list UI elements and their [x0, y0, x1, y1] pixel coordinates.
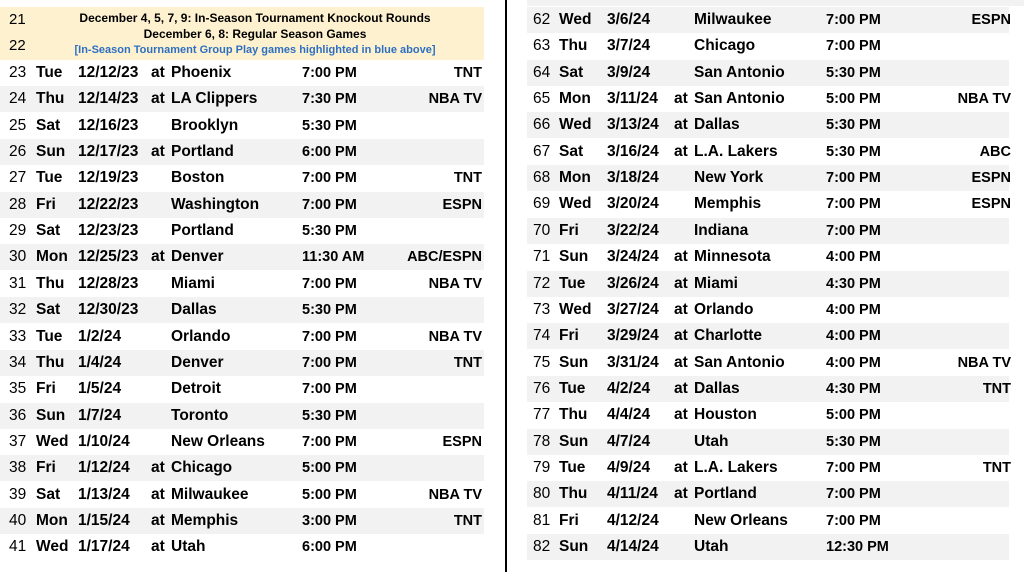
game-row — [0, 376, 484, 402]
game-tv: ESPN — [971, 196, 1011, 213]
game-time: 7:00 PM — [826, 38, 881, 55]
game-row — [0, 271, 484, 297]
game-row — [527, 244, 1009, 270]
game-at: at — [674, 327, 688, 345]
game-day: Tue — [559, 458, 586, 476]
game-time: 5:30 PM — [302, 117, 357, 134]
game-time: 7:00 PM — [826, 196, 881, 213]
game-row — [0, 429, 484, 455]
game-date: 12/17/23 — [78, 143, 139, 161]
game-num: 70 — [533, 221, 551, 239]
game-date: 12/16/23 — [78, 116, 139, 134]
game-opp: New Orleans — [171, 432, 265, 450]
note-row-number-21: 21 — [9, 11, 26, 28]
note-regular-season: December 6, 8: Regular Season Games — [143, 27, 367, 41]
game-row — [527, 165, 1009, 191]
game-time: 4:00 PM — [826, 301, 881, 318]
game-row — [527, 481, 1009, 507]
game-date: 3/24/24 — [607, 248, 659, 266]
game-time: 4:00 PM — [826, 328, 881, 345]
game-day: Thu — [36, 353, 65, 371]
game-num: 29 — [9, 222, 27, 240]
game-opp: Phoenix — [171, 64, 232, 81]
game-at: at — [674, 406, 688, 424]
game-tv: ESPN — [442, 196, 482, 213]
game-time: 5:30 PM — [302, 223, 357, 240]
game-opp: Dallas — [694, 116, 740, 134]
game-tv: ESPN — [971, 170, 1011, 187]
game-day: Thu — [559, 37, 588, 55]
game-date: 3/11/24 — [607, 90, 658, 108]
game-num: 63 — [533, 37, 551, 55]
game-row — [0, 218, 484, 244]
game-num: 67 — [533, 142, 551, 160]
game-date: 3/18/24 — [607, 169, 659, 187]
game-opp: LA Clippers — [171, 90, 258, 108]
game-at: at — [674, 458, 688, 476]
game-time: 4:30 PM — [826, 380, 881, 397]
game-day: Fri — [36, 459, 56, 477]
game-tv: NBA TV — [957, 354, 1011, 371]
game-tv: TNT — [982, 459, 1011, 476]
game-time: 7:00 PM — [826, 486, 881, 503]
game-opp: San Antonio — [694, 90, 785, 108]
game-time: 7:00 PM — [826, 459, 881, 476]
game-opp: San Antonio — [694, 63, 785, 81]
game-day: Mon — [36, 511, 68, 529]
game-time: 7:00 PM — [302, 65, 357, 81]
game-date: 12/25/23 — [78, 248, 139, 266]
game-day: Mon — [559, 169, 591, 187]
game-time: 7:00 PM — [826, 12, 881, 28]
game-time: 7:00 PM — [302, 275, 357, 292]
game-day: Sat — [36, 301, 61, 319]
game-num: 41 — [9, 538, 27, 556]
game-num: 34 — [9, 353, 27, 371]
game-day: Fri — [559, 511, 579, 529]
game-time: 7:00 PM — [302, 354, 357, 371]
game-opp: Indiana — [694, 221, 749, 239]
game-row — [0, 244, 484, 270]
game-tv: TNT — [453, 354, 482, 371]
game-time: 4:00 PM — [826, 354, 881, 371]
game-row — [527, 455, 1009, 481]
game-time: 5:30 PM — [826, 433, 881, 450]
game-at: at — [674, 90, 688, 108]
game-at: at — [674, 485, 688, 503]
game-row — [527, 86, 1009, 112]
game-date: 3/6/24 — [607, 11, 651, 28]
game-num: 72 — [533, 274, 551, 292]
game-at: at — [151, 143, 165, 161]
game-row — [527, 323, 1009, 349]
game-at: at — [674, 248, 688, 266]
game-num: 39 — [9, 485, 27, 503]
game-date: 3/9/24 — [607, 63, 651, 81]
game-opp: Portland — [694, 485, 757, 503]
game-date: 3/16/24 — [607, 142, 659, 160]
game-opp: San Antonio — [694, 353, 785, 371]
game-day: Wed — [36, 432, 69, 450]
game-day: Sun — [36, 143, 66, 161]
game-date: 3/22/24 — [607, 221, 659, 239]
game-row — [0, 192, 484, 218]
game-date: 1/12/24 — [78, 459, 130, 477]
game-num: 75 — [533, 353, 551, 371]
game-row — [0, 297, 484, 323]
game-opp: Dallas — [694, 379, 740, 397]
game-opp: Utah — [694, 538, 729, 555]
game-tv: TNT — [453, 170, 482, 187]
game-num: 69 — [533, 195, 551, 213]
game-day: Sat — [36, 222, 61, 240]
game-row — [527, 33, 1009, 59]
game-time: 7:00 PM — [302, 381, 357, 398]
game-time: 5:00 PM — [826, 407, 881, 424]
game-row — [0, 482, 484, 508]
game-at: at — [151, 90, 165, 108]
game-time: 7:00 PM — [826, 222, 881, 239]
game-num: 82 — [533, 538, 551, 555]
game-opp: Houston — [694, 406, 757, 424]
game-day: Mon — [559, 90, 591, 108]
game-row — [0, 139, 484, 165]
game-at: at — [674, 300, 688, 318]
game-time: 7:00 PM — [302, 196, 357, 213]
game-row — [527, 112, 1009, 138]
game-at: at — [151, 459, 165, 477]
game-opp: Memphis — [694, 195, 762, 213]
game-opp: Milwaukee — [694, 11, 772, 28]
game-day: Wed — [559, 300, 592, 318]
game-opp: Denver — [171, 353, 224, 371]
game-day: Tue — [36, 327, 63, 345]
game-day: Sat — [36, 485, 61, 503]
game-at: at — [151, 64, 165, 81]
game-day: Wed — [559, 116, 592, 134]
game-row — [0, 350, 484, 376]
game-row — [527, 7, 1009, 33]
game-at: at — [674, 116, 688, 134]
game-time: 12:30 PM — [826, 539, 889, 555]
game-num: 40 — [9, 511, 27, 529]
game-opp: New York — [694, 169, 764, 187]
game-date: 4/12/24 — [607, 511, 659, 529]
game-date: 1/17/24 — [78, 538, 130, 556]
game-day: Fri — [559, 327, 579, 345]
game-num: 26 — [9, 143, 27, 161]
game-time: 7:30 PM — [302, 91, 357, 108]
game-date: 4/14/24 — [607, 538, 659, 555]
game-tv: TNT — [453, 512, 482, 529]
game-time: 7:00 PM — [826, 170, 881, 187]
game-opp: Memphis — [171, 511, 239, 529]
game-opp: Boston — [171, 169, 225, 187]
game-at: at — [674, 353, 688, 371]
game-day: Sat — [559, 142, 584, 160]
game-num: 71 — [533, 248, 551, 266]
game-day: Thu — [559, 485, 588, 503]
game-date: 12/12/23 — [78, 64, 139, 81]
game-row — [0, 403, 484, 429]
game-date: 12/22/23 — [78, 195, 139, 213]
game-date: 1/2/24 — [78, 327, 122, 345]
game-date: 1/15/24 — [78, 511, 130, 529]
game-opp: New Orleans — [694, 511, 788, 529]
game-opp: L.A. Lakers — [694, 142, 778, 160]
game-row — [527, 350, 1009, 376]
game-date: 12/28/23 — [78, 274, 139, 292]
game-opp: Brooklyn — [171, 116, 239, 134]
game-opp: Denver — [171, 248, 224, 266]
game-time: 4:00 PM — [826, 249, 881, 266]
game-date: 3/27/24 — [607, 300, 659, 318]
game-date: 3/13/24 — [607, 116, 659, 134]
game-tv: ESPN — [971, 12, 1011, 28]
game-row — [0, 534, 484, 560]
game-day: Fri — [559, 221, 579, 239]
game-opp: L.A. Lakers — [694, 458, 778, 476]
game-tv: NBA TV — [957, 91, 1011, 108]
game-day: Thu — [36, 274, 65, 292]
game-num: 78 — [533, 432, 551, 450]
game-row — [527, 376, 1009, 402]
note-group-play: [In-Season Tournament Group Play games highlighted in blue above] — [74, 44, 436, 56]
game-num: 80 — [533, 485, 551, 503]
game-tv: ABC/ESPN — [407, 249, 482, 266]
game-num: 31 — [9, 274, 27, 292]
game-date: 12/30/23 — [78, 301, 139, 319]
tournament-note — [0, 7, 484, 60]
game-num: 27 — [9, 169, 27, 187]
game-row — [527, 402, 1009, 428]
game-num: 64 — [533, 63, 551, 81]
game-num: 23 — [9, 64, 27, 81]
game-row — [0, 165, 484, 191]
game-date: 12/19/23 — [78, 169, 139, 187]
game-time: 4:30 PM — [826, 275, 881, 292]
game-opp: Toronto — [171, 406, 229, 424]
game-time: 5:00 PM — [302, 486, 357, 503]
game-day: Sun — [559, 538, 589, 555]
game-opp: Chicago — [694, 37, 756, 55]
game-day: Sun — [559, 432, 589, 450]
game-day: Wed — [36, 538, 69, 556]
game-day: Fri — [36, 195, 56, 213]
game-row — [527, 534, 1009, 560]
left-top-cutoff-row — [0, 0, 503, 6]
game-time: 5:30 PM — [826, 117, 881, 134]
game-num: 65 — [533, 90, 551, 108]
game-date: 1/4/24 — [78, 353, 122, 371]
game-date: 3/29/24 — [607, 327, 659, 345]
game-num: 36 — [9, 406, 27, 424]
game-row — [0, 508, 484, 534]
game-num: 25 — [9, 116, 27, 134]
game-row — [0, 113, 484, 139]
game-day: Sun — [36, 406, 66, 424]
game-opp: Portland — [171, 143, 234, 161]
game-row — [527, 191, 1009, 217]
right-top-cutoff-row — [527, 0, 1024, 6]
game-row — [527, 139, 1009, 165]
game-day: Sun — [559, 248, 589, 266]
game-num: 62 — [533, 11, 551, 28]
game-tv: NBA TV — [428, 275, 482, 292]
game-opp: Minnesota — [694, 248, 771, 266]
game-time: 11:30 AM — [302, 249, 365, 266]
game-num: 24 — [9, 90, 27, 108]
game-opp: Detroit — [171, 380, 221, 398]
game-date: 1/13/24 — [78, 485, 130, 503]
game-opp: Utah — [171, 538, 206, 556]
game-num: 68 — [533, 169, 551, 187]
game-date: 4/7/24 — [607, 432, 651, 450]
game-tv: NBA TV — [428, 486, 482, 503]
column-divider — [505, 0, 507, 572]
game-date: 12/14/23 — [78, 90, 139, 108]
game-opp: Miami — [171, 274, 215, 292]
game-time: 5:30 PM — [302, 407, 357, 424]
game-at: at — [151, 511, 165, 529]
game-num: 77 — [533, 406, 551, 424]
game-num: 35 — [9, 380, 27, 398]
game-at: at — [151, 485, 165, 503]
game-day: Tue — [559, 274, 586, 292]
game-row — [0, 60, 484, 86]
game-time: 3:00 PM — [302, 512, 357, 529]
game-day: Thu — [36, 90, 65, 108]
game-date: 4/9/24 — [607, 458, 651, 476]
game-tv: ESPN — [442, 433, 482, 450]
game-row — [527, 297, 1009, 323]
game-day: Mon — [36, 248, 68, 266]
game-day: Tue — [36, 64, 63, 81]
game-opp: Utah — [694, 432, 729, 450]
game-time: 5:00 PM — [826, 91, 881, 108]
game-opp: Milwaukee — [171, 485, 249, 503]
game-day: Tue — [559, 379, 586, 397]
game-time: 6:00 PM — [302, 144, 357, 161]
game-opp: Chicago — [171, 459, 233, 477]
game-opp: Orlando — [694, 300, 754, 318]
game-time: 5:30 PM — [826, 143, 881, 160]
game-opp: Orlando — [171, 327, 231, 345]
game-date: 1/10/24 — [78, 432, 130, 450]
game-date: 4/4/24 — [607, 406, 651, 424]
game-date: 1/5/24 — [78, 380, 122, 398]
game-at: at — [674, 379, 688, 397]
game-opp: Dallas — [171, 301, 217, 319]
game-num: 73 — [533, 300, 551, 318]
game-num: 38 — [9, 459, 27, 477]
game-at: at — [674, 142, 688, 160]
game-tv: ABC — [979, 143, 1011, 160]
game-date: 4/2/24 — [607, 379, 651, 397]
note-knockout-rounds: December 4, 5, 7, 9: In-Season Tournament Knockout Rounds — [79, 11, 431, 25]
game-time: 6:00 PM — [302, 539, 357, 556]
game-time: 7:00 PM — [302, 328, 357, 345]
game-row — [527, 429, 1009, 455]
game-time: 7:00 PM — [826, 512, 881, 529]
game-num: 66 — [533, 116, 551, 134]
game-date: 1/7/24 — [78, 406, 122, 424]
game-date: 4/11/24 — [607, 485, 658, 503]
game-day: Fri — [36, 380, 56, 398]
note-row-number-22: 22 — [9, 37, 26, 54]
game-num: 32 — [9, 301, 27, 319]
game-date: 3/31/24 — [607, 353, 659, 371]
game-day: Wed — [559, 195, 592, 213]
game-at: at — [151, 538, 165, 556]
game-day: Tue — [36, 169, 63, 187]
game-num: 74 — [533, 327, 551, 345]
game-opp: Charlotte — [694, 327, 763, 345]
game-row — [527, 271, 1009, 297]
game-tv: NBA TV — [428, 91, 482, 108]
game-time: 7:00 PM — [302, 170, 357, 187]
game-opp: Miami — [694, 274, 738, 292]
game-day: Sat — [36, 116, 61, 134]
game-day: Thu — [559, 406, 588, 424]
game-row — [0, 324, 484, 350]
game-row — [527, 60, 1009, 86]
game-num: 81 — [533, 511, 551, 529]
game-tv: NBA TV — [428, 328, 482, 345]
game-opp: Washington — [171, 195, 260, 213]
game-day: Sun — [559, 353, 589, 371]
game-num: 30 — [9, 248, 27, 266]
game-time: 7:00 PM — [302, 433, 357, 450]
game-num: 28 — [9, 195, 27, 213]
game-tv: TNT — [982, 380, 1011, 397]
game-row — [527, 508, 1009, 534]
game-at: at — [151, 248, 165, 266]
game-row — [0, 455, 484, 481]
game-time: 5:00 PM — [302, 460, 357, 477]
game-num: 79 — [533, 458, 551, 476]
game-date: 12/23/23 — [78, 222, 139, 240]
game-num: 33 — [9, 327, 27, 345]
game-day: Sat — [559, 63, 584, 81]
game-time: 5:30 PM — [826, 64, 881, 81]
game-day: Wed — [559, 11, 592, 28]
game-row — [0, 86, 484, 112]
game-tv: TNT — [453, 65, 482, 81]
game-num: 37 — [9, 432, 27, 450]
game-date: 3/7/24 — [607, 37, 651, 55]
game-date: 3/26/24 — [607, 274, 659, 292]
game-date: 3/20/24 — [607, 195, 659, 213]
game-row — [527, 218, 1009, 244]
game-at: at — [674, 274, 688, 292]
game-num: 76 — [533, 379, 551, 397]
game-time: 5:30 PM — [302, 302, 357, 319]
game-opp: Portland — [171, 222, 234, 240]
